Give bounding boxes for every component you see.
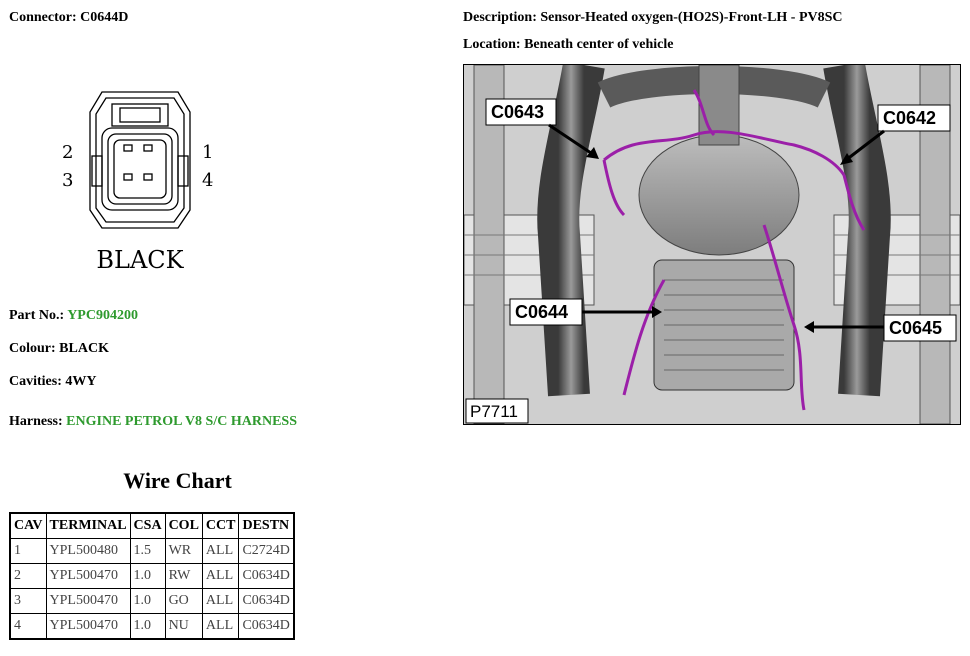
col-cell: GO — [165, 589, 202, 614]
photo-reference: P7711 — [470, 402, 518, 421]
col-cell: NU — [165, 614, 202, 640]
callout-c0642: C0642 — [883, 108, 937, 128]
connector-face-diagram — [40, 80, 240, 280]
cav-cell: 2 — [10, 564, 46, 589]
cav-cell: 3 — [10, 589, 46, 614]
cct-cell: ALL — [202, 539, 239, 564]
part-no-link[interactable]: YPC904200 — [67, 308, 138, 323]
wire-chart-table — [9, 512, 295, 640]
vehicle-underside-illustration — [464, 65, 960, 424]
col-cell: WR — [165, 539, 202, 564]
pin-2-label: 2 — [62, 142, 74, 163]
header-destn: DESTN — [239, 513, 294, 539]
table-row — [10, 589, 294, 614]
header-csa: CSA — [130, 513, 165, 539]
harness-link[interactable]: ENGINE PETROL V8 S/C HARNESS — [66, 414, 297, 429]
header-cct: CCT — [202, 513, 239, 539]
part-no-row: Part No.: YPC904200 — [9, 308, 138, 323]
destn-cell: C2724D — [239, 539, 294, 564]
table-row — [10, 564, 294, 589]
destn-cell: C0634D — [239, 614, 294, 640]
harness-row: Harness: ENGINE PETROL V8 S/C HARNESS — [9, 414, 297, 429]
description-label: Description: Sensor-Heated oxygen-(HO2S)-Front-LH - PV8SC — [463, 10, 843, 25]
description-value: Sensor-Heated oxygen-(HO2S)-Front-LH - PV8SC — [540, 10, 843, 25]
cavities-value: 4WY — [65, 374, 97, 389]
colour-value: BLACK — [59, 341, 109, 356]
wire-chart-header-row — [10, 513, 294, 539]
connector-label: Connector: C0644D — [9, 10, 129, 25]
cct-cell: ALL — [202, 564, 239, 589]
terminal-cell: YPL500470 — [46, 589, 130, 614]
header-terminal: TERMINAL — [46, 513, 130, 539]
col-cell: RW — [165, 564, 202, 589]
connector-value: C0644D — [80, 10, 129, 25]
destn-cell: C0634D — [239, 564, 294, 589]
cavities-row: Cavities: 4WY — [9, 374, 97, 389]
header-cav: CAV — [10, 513, 46, 539]
csa-cell: 1.0 — [130, 589, 165, 614]
terminal-cell: YPL500470 — [46, 614, 130, 640]
connector-color-label: BLACK — [96, 246, 184, 274]
cav-cell: 1 — [10, 539, 46, 564]
table-row — [10, 614, 294, 640]
colour-row: Colour: BLACK — [9, 341, 109, 356]
terminal-cell: YPL500480 — [46, 539, 130, 564]
csa-cell: 1.0 — [130, 614, 165, 640]
pin-1-label: 1 — [202, 142, 214, 163]
table-row — [10, 539, 294, 564]
header-col: COL — [165, 513, 202, 539]
csa-cell: 1.0 — [130, 564, 165, 589]
destn-cell: C0634D — [239, 589, 294, 614]
cav-cell: 4 — [10, 614, 46, 640]
callout-c0643: C0643 — [491, 102, 545, 122]
pin-4-label: 4 — [202, 170, 214, 191]
terminal-cell: YPL500470 — [46, 564, 130, 589]
cct-cell: ALL — [202, 614, 239, 640]
location-label: Location: Beneath center of vehicle — [463, 37, 674, 52]
location-photo — [463, 64, 961, 425]
pin-3-label: 3 — [62, 170, 74, 191]
location-value: Beneath center of vehicle — [524, 37, 674, 52]
callout-c0645: C0645 — [889, 318, 943, 338]
csa-cell: 1.5 — [130, 539, 165, 564]
cct-cell: ALL — [202, 589, 239, 614]
wire-chart-title: Wire Chart — [123, 468, 232, 493]
callout-c0644: C0644 — [515, 302, 569, 322]
